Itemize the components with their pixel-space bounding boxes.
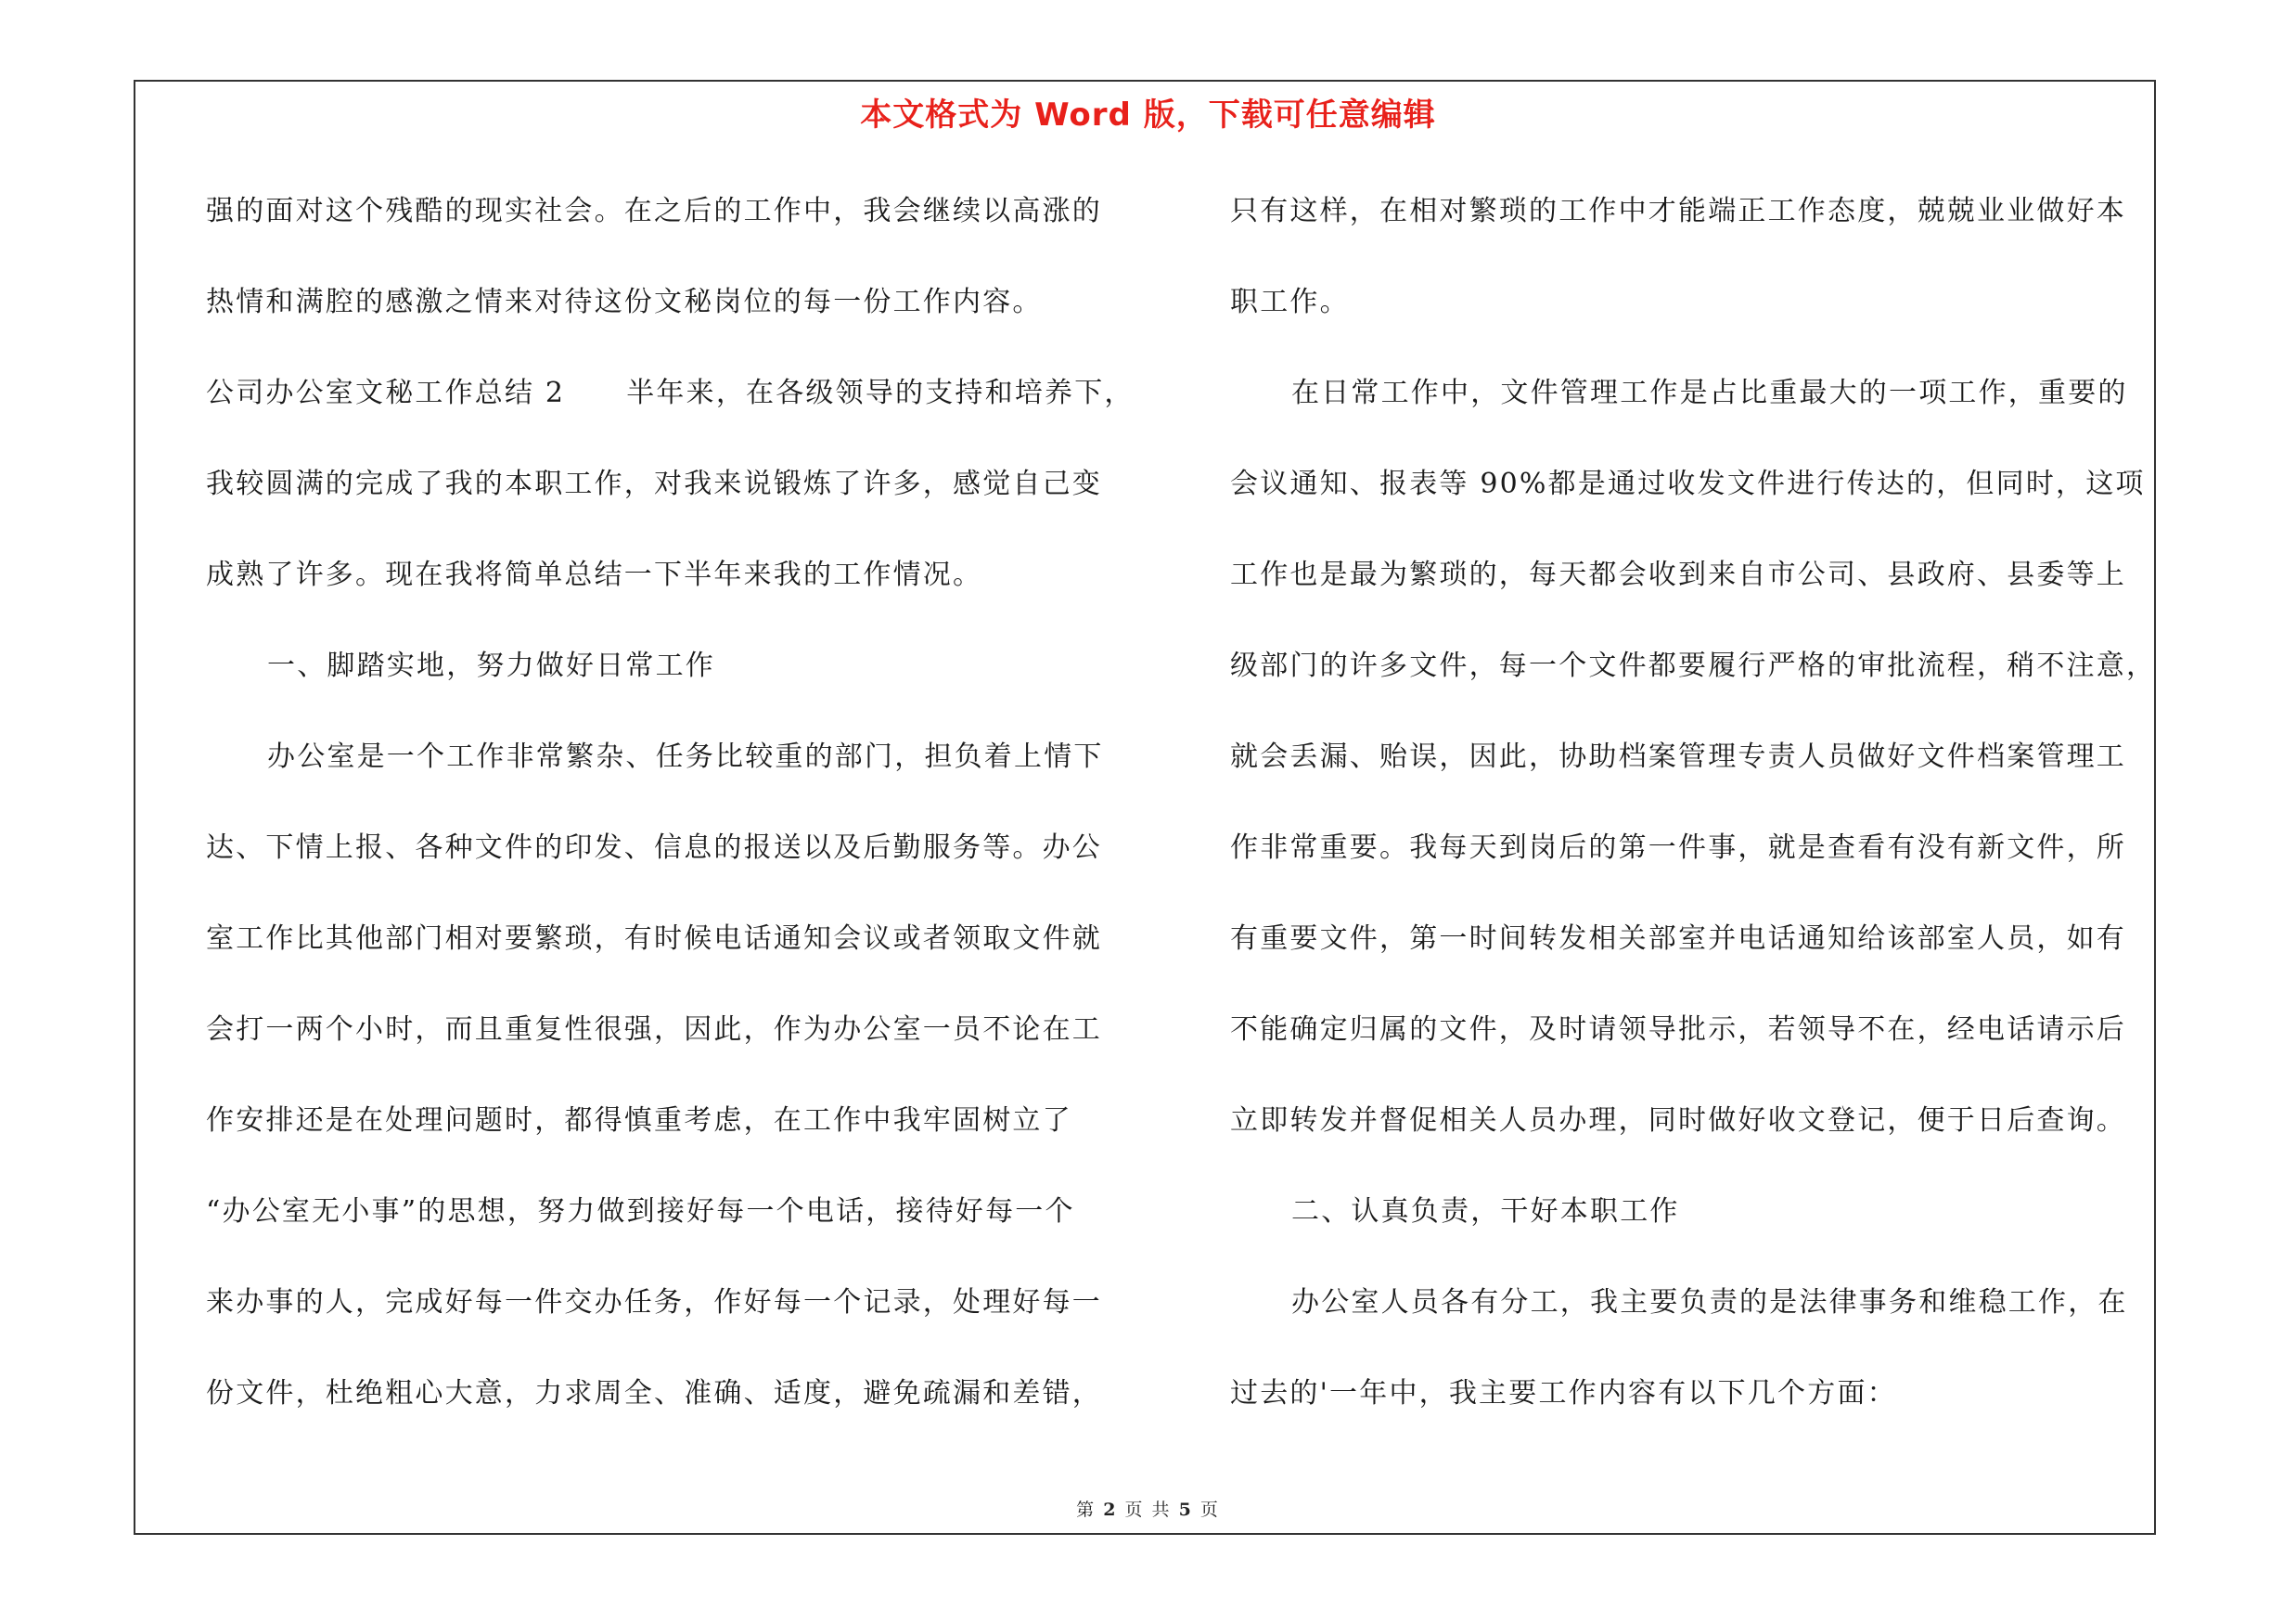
- total-page-number: 5: [1178, 1500, 1193, 1520]
- text-line: 职工作。: [1230, 286, 1350, 318]
- text-line: 我较圆满的完成了我的本职工作，对我来说锻炼了许多，感觉自己变: [206, 468, 1102, 500]
- paragraph-start: 办公室人员各有分工，我主要负责的是法律事务和维稳工作，在: [1291, 1286, 2128, 1319]
- text-line: “办公室无小事”的思想，努力做到接好每一个电话，接待好每一个: [206, 1195, 1075, 1228]
- section-heading: 二、认真负责，干好本职工作: [1291, 1195, 1680, 1228]
- text-line: 不能确定归属的文件，及时请领导批示，若领导不在，经电话请示后: [1230, 1013, 2126, 1046]
- text-line: 作非常重要。我每天到岗后的第一件事，就是查看有没有新文件，所: [1230, 831, 2126, 864]
- text-line: 达、下情上报、各种文件的印发、信息的报送以及后勤服务等。办公: [206, 831, 1102, 864]
- current-page-number: 2: [1103, 1500, 1118, 1520]
- text-line: 会打一两个小时，而且重复性很强，因此，作为办公室一员不论在工: [206, 1013, 1102, 1046]
- text-line: 立即转发并督促相关人员办理，同时做好收文登记，便于日后查询。: [1230, 1104, 2126, 1137]
- page-number-footer: [0, 1496, 2296, 1521]
- text-line: 工作也是最为繁琐的，每天都会收到来自市公司、县政府、县委等上: [1230, 559, 2126, 591]
- text-line: 热情和满腔的感激之情来对待这份文秘岗位的每一份工作内容。: [206, 286, 1043, 318]
- footer-middle: 页 共: [1124, 1500, 1172, 1520]
- section-title-line: [206, 366, 1135, 457]
- footer-suffix: 页: [1199, 1500, 1220, 1520]
- left-column: [206, 184, 1135, 1457]
- text-line: 过去的'一年中，我主要工作内容有以下几个方面：: [1230, 1377, 1897, 1410]
- text-line: 来办事的人，完成好每一件交办任务，作好每一个记录，处理好每一: [206, 1286, 1102, 1319]
- text-line: 强的面对这个残酷的现实社会。在之后的工作中，我会继续以高涨的: [206, 195, 1102, 227]
- text-line: 级部门的许多文件，每一个文件都要履行严格的审批流程，稍不注意，: [1230, 650, 2157, 682]
- text-line: 成熟了许多。现在我将简单总结一下半年来我的工作情况。: [206, 559, 983, 591]
- paragraph-start: 在日常工作中，文件管理工作是占比重最大的一项工作，重要的: [1291, 377, 2128, 409]
- text-line: 就会丢漏、贻误，因此，协助档案管理专责人员做好文件档案管理工: [1230, 741, 2126, 773]
- section-title: 公司办公室文秘工作总结 2: [206, 377, 566, 409]
- text-line: 只有这样，在相对繁琐的工作中才能端正工作态度，兢兢业业做好本: [1230, 195, 2126, 227]
- text-line: 份文件，杜绝粗心大意，力求周全、准确、适度，避免疏漏和差错，: [206, 1377, 1102, 1410]
- paragraph-start: 办公室是一个工作非常繁杂、任务比较重的部门，担负着上情下: [267, 741, 1104, 773]
- text-line: 作安排还是在处理问题时，都得慎重考虑，在工作中我牢固树立了: [206, 1104, 1072, 1137]
- text-line: 有重要文件，第一时间转发相关部室并电话通知给该部室人员，如有: [1230, 922, 2126, 955]
- section-heading: 一、脚踏实地，努力做好日常工作: [267, 650, 715, 682]
- footer-prefix: 第: [1076, 1500, 1097, 1520]
- right-column: [1230, 184, 2167, 1457]
- format-notice-banner: 本文格式为 Word 版，下载可任意编辑: [860, 97, 1436, 134]
- section-intro: 半年来，在各级领导的支持和培养下，: [626, 377, 1135, 409]
- text-line: 会议通知、报表等 90%都是通过收发文件进行传达的，但同时，这项: [1230, 468, 2146, 500]
- text-line: 室工作比其他部门相对要繁琐，有时候电话通知会议或者领取文件就: [206, 922, 1102, 955]
